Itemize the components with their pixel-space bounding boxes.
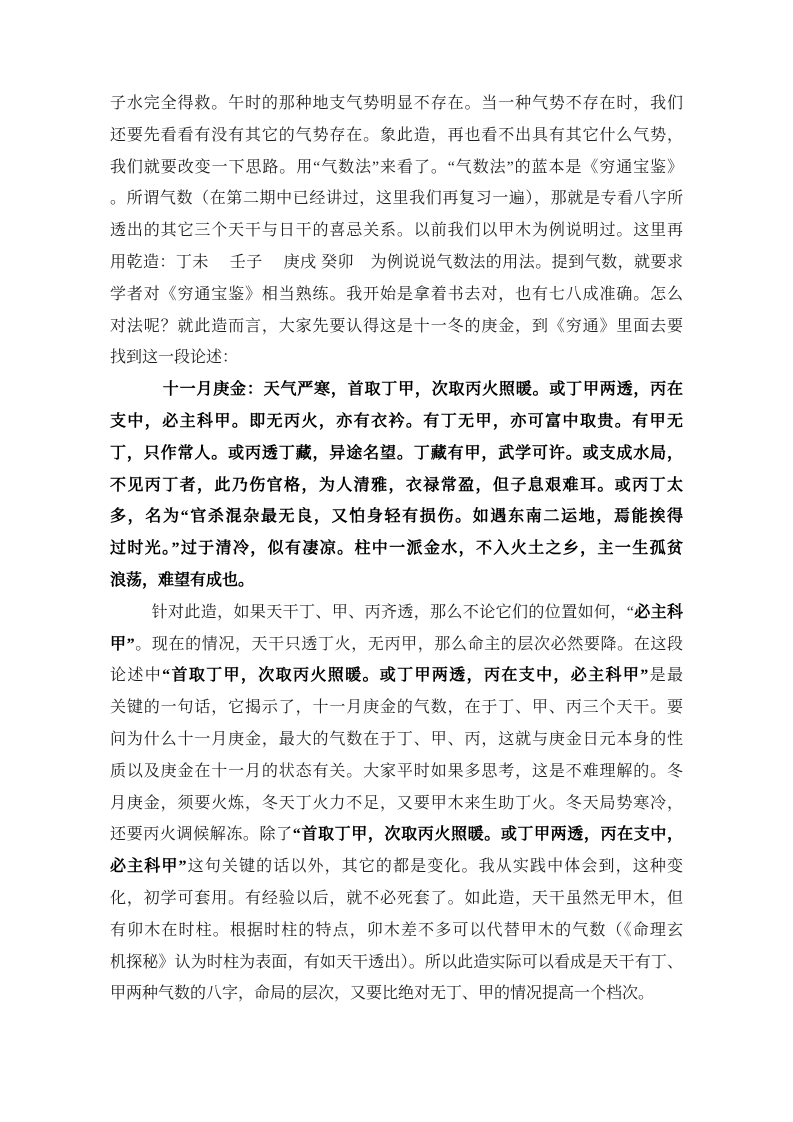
text-line — [110, 438, 683, 470]
text-segment: 。所谓气数（在第二期中已经讲过，这里我们再复习一遍），那就是专看八字所 — [110, 190, 683, 208]
text-segment: 有卯木在时柱。根据时柱的特点，卯木差不多可以代替甲木的气数（《命理玄 — [110, 921, 683, 939]
text-segment: 透出的其它三个天干与日干的喜忌关系。以前我们以甲木为例说明过。这里再 — [110, 222, 683, 240]
text-line — [110, 470, 683, 502]
bold-text-segment: 不见丙丁者，此乃伤官格，为人清雅，衣禄常盈，但子息艰难耳。或丙丁太 — [110, 476, 683, 494]
text-line — [110, 247, 683, 279]
text-segment: 是最 — [648, 667, 683, 685]
text-segment: 子水完全得救。午时的那种地支气势明显不存在。当一种气势不存在时，我们 — [110, 95, 683, 112]
text-line — [110, 756, 683, 788]
text-line — [110, 724, 683, 756]
bold-text-segment: “首取丁甲，次取丙火照暖。或丁甲两透，丙在支中， — [292, 826, 683, 844]
bold-text-segment: 支中，必主科甲。即无丙火，亦有衣衿。有丁无甲，亦可富中取贵。有甲无 — [110, 412, 683, 430]
text-line — [110, 565, 683, 597]
text-line — [110, 883, 683, 915]
text-segment: 这句关键的话以外，其它的都是变化。我从实践中体会到，这种变 — [186, 858, 683, 876]
text-line — [110, 183, 683, 215]
text-segment: 问为什么十一月庚金，最大的气数在于丁、甲、丙，这就与庚金日元本身的性 — [110, 730, 683, 748]
paragraph-intro — [110, 88, 683, 374]
bold-text-segment: 浪荡，难望有成也。 — [110, 571, 255, 589]
text-line — [110, 120, 683, 152]
bold-text-segment: 过时光。”过于清冷，似有凄凉。柱中一派金水，不入火土之乡，主一生孤贫 — [110, 540, 683, 558]
bold-text-segment: 甲” — [110, 635, 135, 653]
text-line — [110, 660, 683, 692]
bold-text-segment: 十一月庚金：天气严寒，首取丁甲，次取丙火照暖。或丁甲两透，丙在 — [162, 381, 683, 399]
text-line — [110, 629, 683, 661]
text-line — [110, 788, 683, 820]
text-line — [110, 279, 683, 311]
text-line — [110, 692, 683, 724]
text-line — [110, 374, 683, 406]
text-line — [110, 947, 683, 979]
paragraph-analysis — [110, 597, 683, 1010]
text-segment: 化，初学可套用。有经验以后，就不必死套了。如此造，天干虽然无甲木，但 — [110, 889, 683, 907]
bold-text-segment: “首取丁甲，次取丙火照暖。或丁甲两透，丙在支中，必主科甲” — [162, 667, 649, 685]
text-line — [110, 88, 683, 120]
text-line — [110, 342, 683, 374]
text-segment: 机探秘》认为时柱为表面，有如天干透出）。所以此造实际可以看成是天干有丁、 — [110, 953, 683, 971]
text-line — [110, 851, 683, 883]
text-line — [110, 978, 683, 1010]
text-line — [110, 152, 683, 184]
text-segment: 还要先看看有没有其它的气势存在。象此造，再也看不出具有其它什么气势， — [110, 126, 683, 144]
text-line — [110, 311, 683, 343]
text-segment: 质以及庚金在十一月的状态有关。大家平时如果多思考，这是不难理解的。冬 — [110, 762, 683, 780]
bold-text-segment: 丁，只作常人。或丙透丁藏，异途名望。丁藏有甲，武学可许。或支成水局， — [110, 444, 683, 462]
text-segment: 月庚金，须要火炼，冬天丁火力不足，又要甲木来生助丁火。冬天局势寒冷， — [110, 794, 683, 812]
bold-text-segment: 必主科 — [633, 603, 683, 621]
text-segment: 找到这一段论述： — [110, 349, 239, 367]
text-segment: 学者对《穷通宝鉴》相当熟练。我开始是拿着书去对，也有七八成准确。怎么 — [110, 285, 683, 303]
text-segment: 还要丙火调候解冻。除了 — [110, 826, 293, 844]
text-line — [110, 819, 683, 851]
text-segment: 关键的一句话，它揭示了，十一月庚金的气数，在于丁、甲、丙三个天干。要 — [110, 699, 683, 717]
text-line — [110, 533, 683, 565]
text-line — [110, 501, 683, 533]
text-segment: 我们就要改变一下思路。用“气数法”来看了。“气数法”的蓝本是《穷通宝鉴》 — [110, 158, 683, 176]
document-content — [110, 88, 683, 1010]
text-segment: 针对此造，如果天干丁、甲、丙齐透，那么不论它们的位置如何，“ — [151, 603, 634, 621]
text-segment: 。现在的情况，天干只透丁火，无丙甲，那么命主的层次必然要降。在这段 — [134, 635, 683, 653]
bold-text-segment: 多，名为“官杀混杂最无良，又怕身轻有损伤。如遇东南二运地，焉能挨得 — [110, 508, 683, 526]
text-line — [110, 406, 683, 438]
bold-text-segment: 必主科甲” — [110, 858, 187, 876]
text-line — [110, 215, 683, 247]
text-segment: 甲两种气数的八字，命局的层次，又要比绝对无丁、甲的情况提高一个档次。 — [110, 985, 655, 1003]
paragraph-qiongtong-quote — [110, 374, 683, 597]
text-segment: 用乾造：丁未 壬子 庚戌 癸卯 为例说说气数法的用法。提到气数，就要求 — [110, 253, 683, 271]
text-segment: 对法呢？就此造而言，大家先要认得这是十一冬的庚金，到《穷通》里面去要 — [110, 317, 683, 335]
text-segment: 论述中 — [110, 667, 163, 685]
text-line — [110, 597, 683, 629]
text-line — [110, 915, 683, 947]
